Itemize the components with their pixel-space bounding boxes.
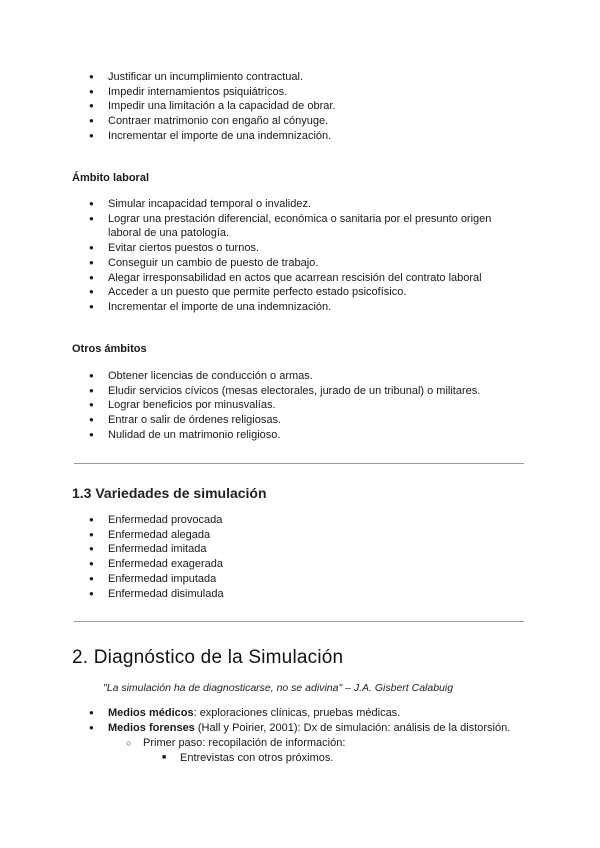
- list-item: ● Evitar ciertos puestos o turnos.: [0, 241, 600, 256]
- list-item: ● Entrar o salir de órdenes religiosas.: [0, 413, 600, 428]
- entrevistas-text: Entrevistas con otros próximos.: [180, 752, 334, 764]
- medios-forenses-label: Medios forenses: [108, 722, 195, 734]
- heading-diagnostico: 2. Diagnóstico de la Simulación: [72, 647, 344, 668]
- heading-otros-ambitos: Otros ámbitos: [72, 343, 147, 355]
- quote: "La simulación ha de diagnosticarse, no se adivina" – J.A. Gisbert Calabuig: [103, 682, 454, 694]
- medios-medicos-text: : exploraciones clínicas, pruebas médicas.: [193, 707, 401, 719]
- list-item: ● Eludir servicios cívicos (mesas electorales, jurado de un tribunal) o militares.: [0, 384, 600, 399]
- heading-variedades: 1.3 Variedades de simulación: [72, 485, 267, 501]
- heading-ambito-laboral: Ámbito laboral: [72, 172, 150, 184]
- list-item: ● Incrementar el importe de una indemnización.: [0, 300, 600, 315]
- list-item: ● Lograr una prestación diferencial, económica o sanitaria por el presunto origen laboral de una patología.: [0, 212, 600, 241]
- divider: [74, 621, 524, 622]
- list-laboral: [0, 197, 600, 315]
- list-item: ● Enfermedad provocada: [0, 513, 600, 528]
- list-item: ● Alegar irresponsabilidad en actos que acarrean rescisión del contrato laboral: [0, 271, 600, 286]
- list-item: ● Justificar un incumplimiento contractual.: [0, 70, 600, 85]
- bullet-icon: ●: [89, 708, 94, 717]
- list-top: [0, 70, 600, 144]
- list-item: ● Contraer matrimonio con engaño al cónyuge.: [0, 114, 600, 129]
- primer-paso-text: Primer paso: recopilación de información:: [143, 737, 346, 749]
- list-item: ● Enfermedad disimulada: [0, 587, 600, 602]
- list-item: ● Obtener licencias de conducción o armas.: [0, 369, 600, 384]
- medios-medicos-label: Medios médicos: [108, 707, 194, 719]
- list-item: ● Nulidad de un matrimonio religioso.: [0, 428, 600, 443]
- bullet-icon: ●: [89, 723, 94, 732]
- list-item: ● Lograr beneficios por minusvalías.: [0, 398, 600, 413]
- list-item: ● Enfermedad exagerada: [0, 557, 600, 572]
- list-item: ● Acceder a un puesto que permite perfecto estado psicofísico.: [0, 285, 600, 300]
- medios-forenses-text: (Hall y Poirier, 2001): Dx de simulación: análisis de la distorsión.: [194, 722, 511, 734]
- list-item: ● Simular incapacidad temporal o invalidez.: [0, 197, 600, 212]
- list-variedades: [0, 513, 600, 601]
- list-item: ● Conseguir un cambio de puesto de trabajo.: [0, 256, 600, 271]
- square-bullet-icon: ■: [162, 754, 167, 761]
- circle-bullet-icon: ○: [126, 738, 132, 748]
- list-item: ● Enfermedad imputada: [0, 572, 600, 587]
- list-item: ● Enfermedad imitada: [0, 542, 600, 557]
- list-item: ● Impedir internamientos psiquiátricos.: [0, 85, 600, 100]
- list-otros: [0, 369, 600, 443]
- list-item: ● Enfermedad alegada: [0, 528, 600, 543]
- divider: [74, 463, 524, 464]
- list-item: ● Impedir una limitación a la capacidad de obrar.: [0, 99, 600, 114]
- list-item: ● Incrementar el importe de una indemnización.: [0, 129, 600, 144]
